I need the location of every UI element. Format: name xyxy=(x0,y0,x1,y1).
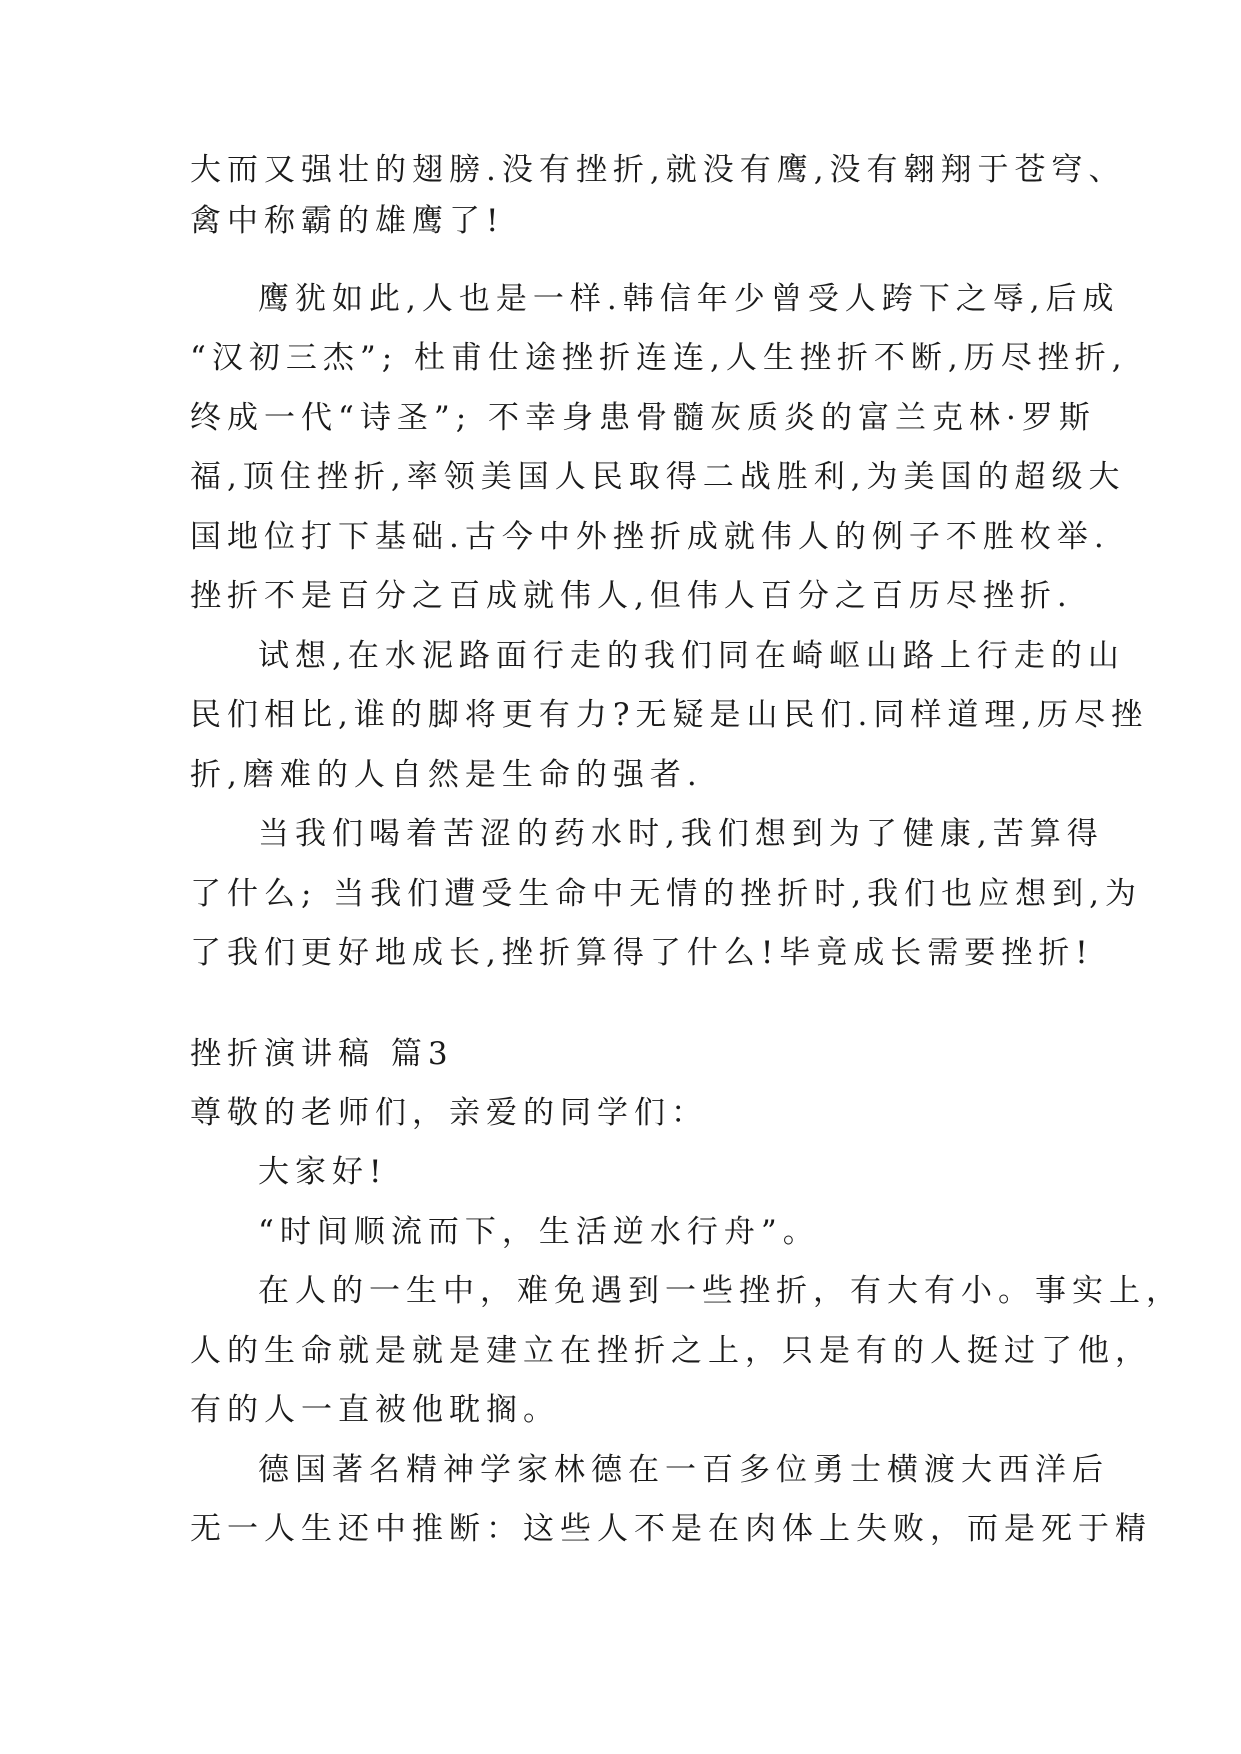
text-line: 挫折不是百分之百成就伟人,但伟人百分之百历尽挫折. xyxy=(190,578,1073,614)
paragraph-first-line: 当我们喝着苦涩的药水时,我们想到为了健康,苦算得 xyxy=(258,816,1104,852)
text-line: 大而又强壮的翅膀.没有挫折,就没有鹰,没有翱翔于苍穹、 xyxy=(190,152,1126,188)
text-line: 有的人一直被他耽搁。 xyxy=(190,1392,560,1428)
text-line: 人的生命就是就是建立在挫折之上，只是有的人挺过了他， xyxy=(190,1333,1152,1369)
text-line: 福,顶住挫折,率领美国人民取得二战胜利,为美国的超级大 xyxy=(190,459,1126,495)
text-line: 了什么; 当我们遭受生命中无情的挫折时,我们也应想到,为 xyxy=(190,876,1143,912)
section-heading: 挫折演讲稿 篇3 xyxy=(190,1036,454,1072)
paragraph-first-line: 鹰犹如此,人也是一样.韩信年少曾受人跨下之辱,后成 xyxy=(258,281,1120,317)
text-line: 了我们更好地成长,挫折算得了什么!毕竟成长需要挫折! xyxy=(190,935,1094,971)
quote-line: “时间顺流而下，生活逆水行舟”。 xyxy=(258,1214,820,1250)
text-line: 民们相比,谁的脚将更有力?无疑是山民们.同样道理,历尽挫 xyxy=(190,697,1149,733)
text-line: 国地位打下基础.古今中外挫折成就伟人的例子不胜枚举. xyxy=(190,519,1110,555)
greeting: 大家好! xyxy=(258,1154,388,1190)
text-line: 禽中称霸的雄鹰了! xyxy=(190,203,505,239)
salutation: 尊敬的老师们，亲爱的同学们： xyxy=(190,1095,708,1131)
paragraph-first-line: 在人的一生中，难免遇到一些挫折，有大有小。事实上， xyxy=(258,1273,1183,1309)
text-line: “汉初三杰”; 杜甫仕途挫折连连,人生挫折不断,历尽挫折, xyxy=(190,340,1128,376)
paragraph-first-line: 德国著名精神学家林德在一百多位勇士横渡大西洋后 xyxy=(258,1452,1109,1488)
paragraph-first-line: 试想,在水泥路面行走的我们同在崎岖山路上行走的山 xyxy=(258,638,1125,674)
text-line: 折,磨难的人自然是生命的强者. xyxy=(190,757,703,793)
text-line: 无一人生还中推断：这些人不是在肉体上失败，而是死于精 xyxy=(190,1511,1152,1547)
text-line: 终成一代“诗圣”; 不幸身患骨髓灰质炎的富兰克林·罗斯 xyxy=(190,400,1096,436)
